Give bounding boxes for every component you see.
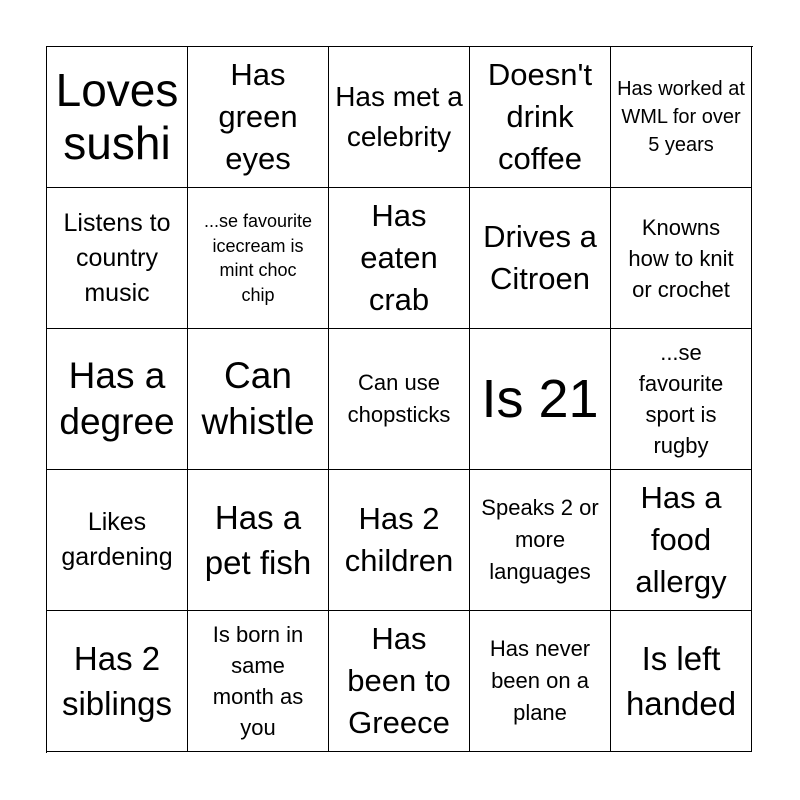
bingo-cell-text: Has never been on a plane	[489, 636, 591, 725]
bingo-cell-r4c1[interactable]	[47, 470, 188, 611]
bingo-cell-text: Drives a Citroen	[483, 219, 597, 296]
bingo-cell-text: Has been to Greece	[347, 621, 451, 740]
bingo-cell-text: Likes gardening	[61, 508, 173, 571]
bingo-cell-r2c3[interactable]	[329, 188, 470, 329]
bingo-cell-text: Doesn't drink coffee	[487, 57, 593, 176]
bingo-cell-text: Can whistle	[201, 355, 315, 442]
bingo-cell-r2c1[interactable]	[47, 188, 188, 329]
bingo-cell-text: Listens to country music	[63, 208, 171, 307]
bingo-cell-text: Is left handed	[625, 640, 737, 722]
bingo-cell-text: Has a pet fish	[204, 499, 312, 581]
bingo-cell-r5c3[interactable]	[329, 611, 470, 752]
bingo-cell-text: Has 2 children	[344, 501, 454, 578]
bingo-cell-r1c2[interactable]	[188, 47, 329, 188]
bingo-board	[46, 46, 753, 753]
bingo-cell-text: Loves sushi	[55, 64, 179, 169]
bingo-cell-r1c1[interactable]	[47, 47, 188, 188]
bingo-cell-text: Can use chopsticks	[347, 370, 451, 427]
bingo-cell-r2c4[interactable]	[470, 188, 611, 329]
bingo-cell-text: Has eaten crab	[360, 198, 438, 317]
bingo-cell-r3c2[interactable]	[188, 329, 329, 470]
bingo-cell-text: Has met a celebrity	[335, 81, 463, 152]
bingo-cell-text: Has a food allergy	[635, 480, 727, 599]
bingo-cell-text: Knowns how to knit or crochet	[628, 214, 734, 302]
bingo-cell-r4c5[interactable]	[611, 470, 752, 611]
bingo-cell-r5c1[interactable]	[47, 611, 188, 752]
bingo-cell-r2c2[interactable]	[188, 188, 329, 329]
bingo-cell-text: Has green eyes	[218, 57, 298, 176]
bingo-cell-r2c5[interactable]	[611, 188, 752, 329]
bingo-cell-r3c1[interactable]	[47, 329, 188, 470]
bingo-cell-text: Is born in same month as you	[212, 622, 304, 740]
bingo-cell-text: Speaks 2 or more languages	[481, 495, 599, 584]
bingo-cell-r5c4[interactable]	[470, 611, 611, 752]
bingo-cell-text: Has 2 siblings	[61, 640, 173, 722]
bingo-cell-r3c4 free-space[interactable]	[470, 329, 611, 470]
bingo-cell-text: Has a degree	[59, 355, 175, 442]
bingo-cell-r3c3[interactable]	[329, 329, 470, 470]
bingo-cell-r3c5[interactable]	[611, 329, 752, 470]
bingo-cell-r1c5[interactable]	[611, 47, 752, 188]
bingo-cell-r4c3[interactable]	[329, 470, 470, 611]
bingo-cell-text: Has worked at WML for over 5 years	[617, 78, 745, 156]
bingo-cell-r5c2[interactable]	[188, 611, 329, 752]
bingo-cell-r5c5[interactable]	[611, 611, 752, 752]
bingo-cell-r1c3[interactable]	[329, 47, 470, 188]
bingo-cell-text: ...se favourite icecream is mint choc chip	[203, 211, 313, 305]
bingo-cell-r1c4[interactable]	[470, 47, 611, 188]
bingo-cell-r4c4[interactable]	[470, 470, 611, 611]
bingo-cell-text: Is 21	[481, 369, 599, 429]
bingo-cell-r4c2[interactable]	[188, 470, 329, 611]
bingo-cell-text: ...se favourite sport is rugby	[638, 340, 724, 458]
